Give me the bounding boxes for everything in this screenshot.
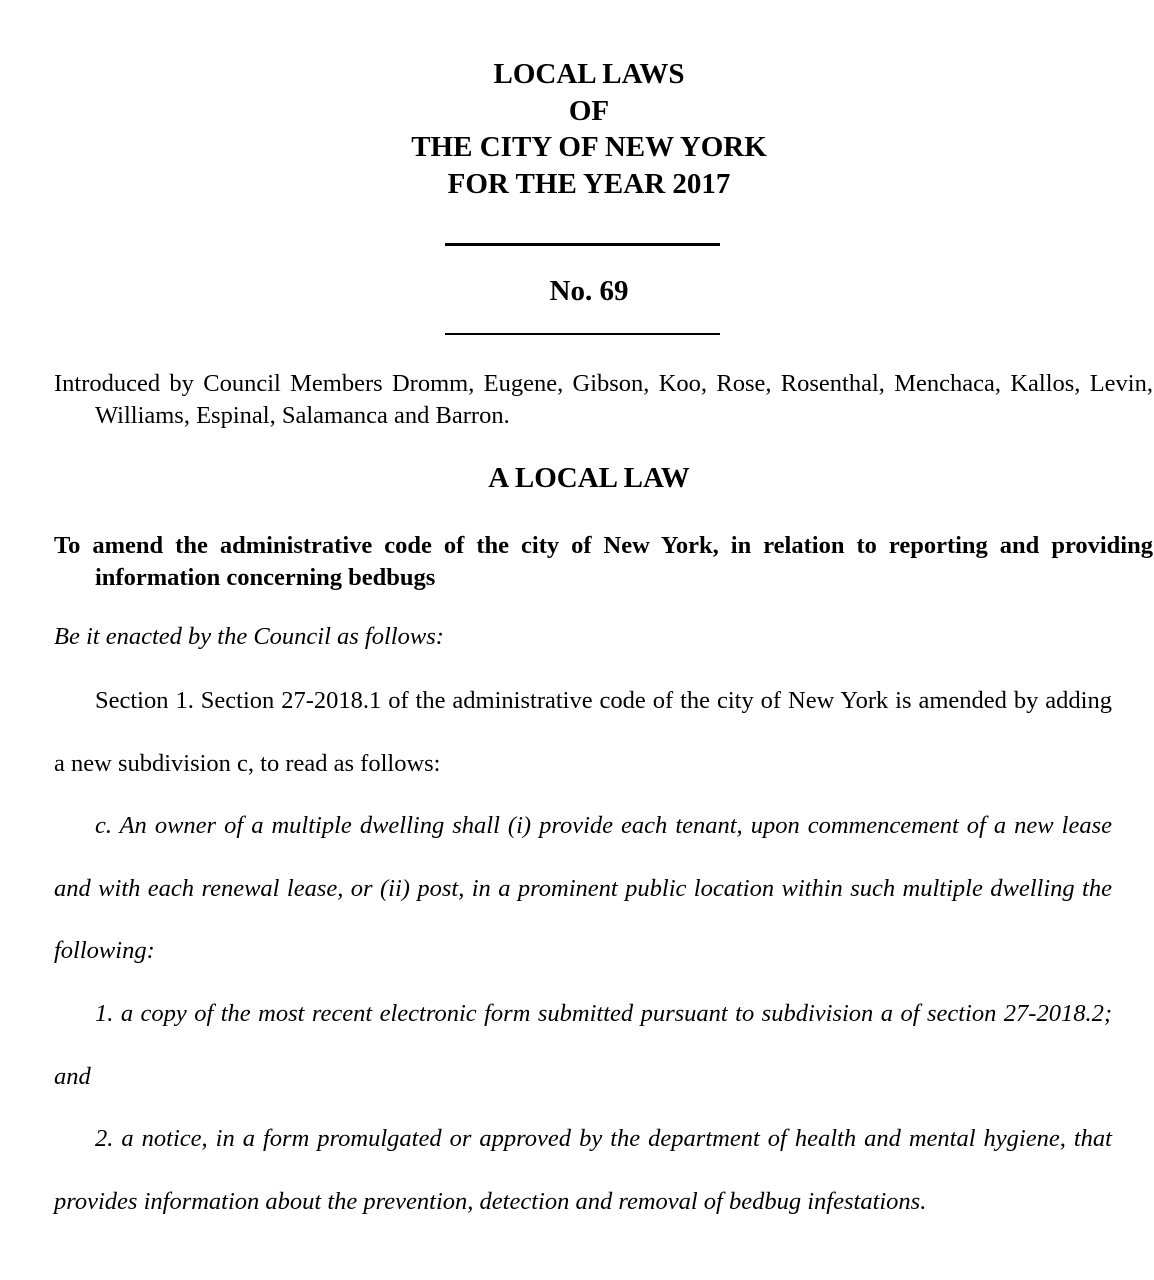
divider-top [445, 243, 720, 246]
document-header [12, 56, 1154, 202]
introduced-by: Introduced by Council Members Dromm, Eugene, Gibson, Koo, Rose, Rosenthal, Menchaca, Kallos, Levin, Williams, Espinal, Salamanca and Barron. [54, 370, 1153, 429]
law-body [54, 670, 1112, 1233]
enacting-clause: Be it enacted by the Council as follows: [54, 623, 444, 650]
divider-bottom [445, 333, 720, 335]
local-law-title: A LOCAL LAW [488, 462, 690, 494]
header-line-city: THE CITY OF NEW YORK [411, 131, 767, 163]
subdivision-c-paragraph: c. An owner of a multiple dwelling shall (i) provide each tenant, upon commencement of a new lease and with each renewal lease, or (ii) post, in a prominent public location within such multiple dwelling the following: [54, 812, 1112, 965]
header-line-year: FOR THE YEAR 2017 [447, 167, 731, 200]
law-number: No. 69 [549, 275, 629, 307]
law-purpose: To amend the administrative code of the city of New York, in relation to reporting and providing information concerning bedbugs [54, 532, 1153, 591]
header-line-of: OF [568, 94, 610, 127]
list-item-1: 1. a copy of the most recent electronic form submitted pursuant to subdivision a of section 27-2018.2; and [54, 999, 1112, 1090]
section-1-paragraph: Section 1. Section 27-2018.1 of the administrative code of the city of New York is amended by adding a new subdivision c, to read as follows: [54, 687, 1112, 777]
list-item-2: 2. a notice, in a form promulgated or approved by the department of health and mental hygiene, that provides information about the prevention, detection and removal of bedbug infestations. [54, 1125, 1112, 1215]
header-line-local-laws: LOCAL LAWS [493, 58, 685, 90]
